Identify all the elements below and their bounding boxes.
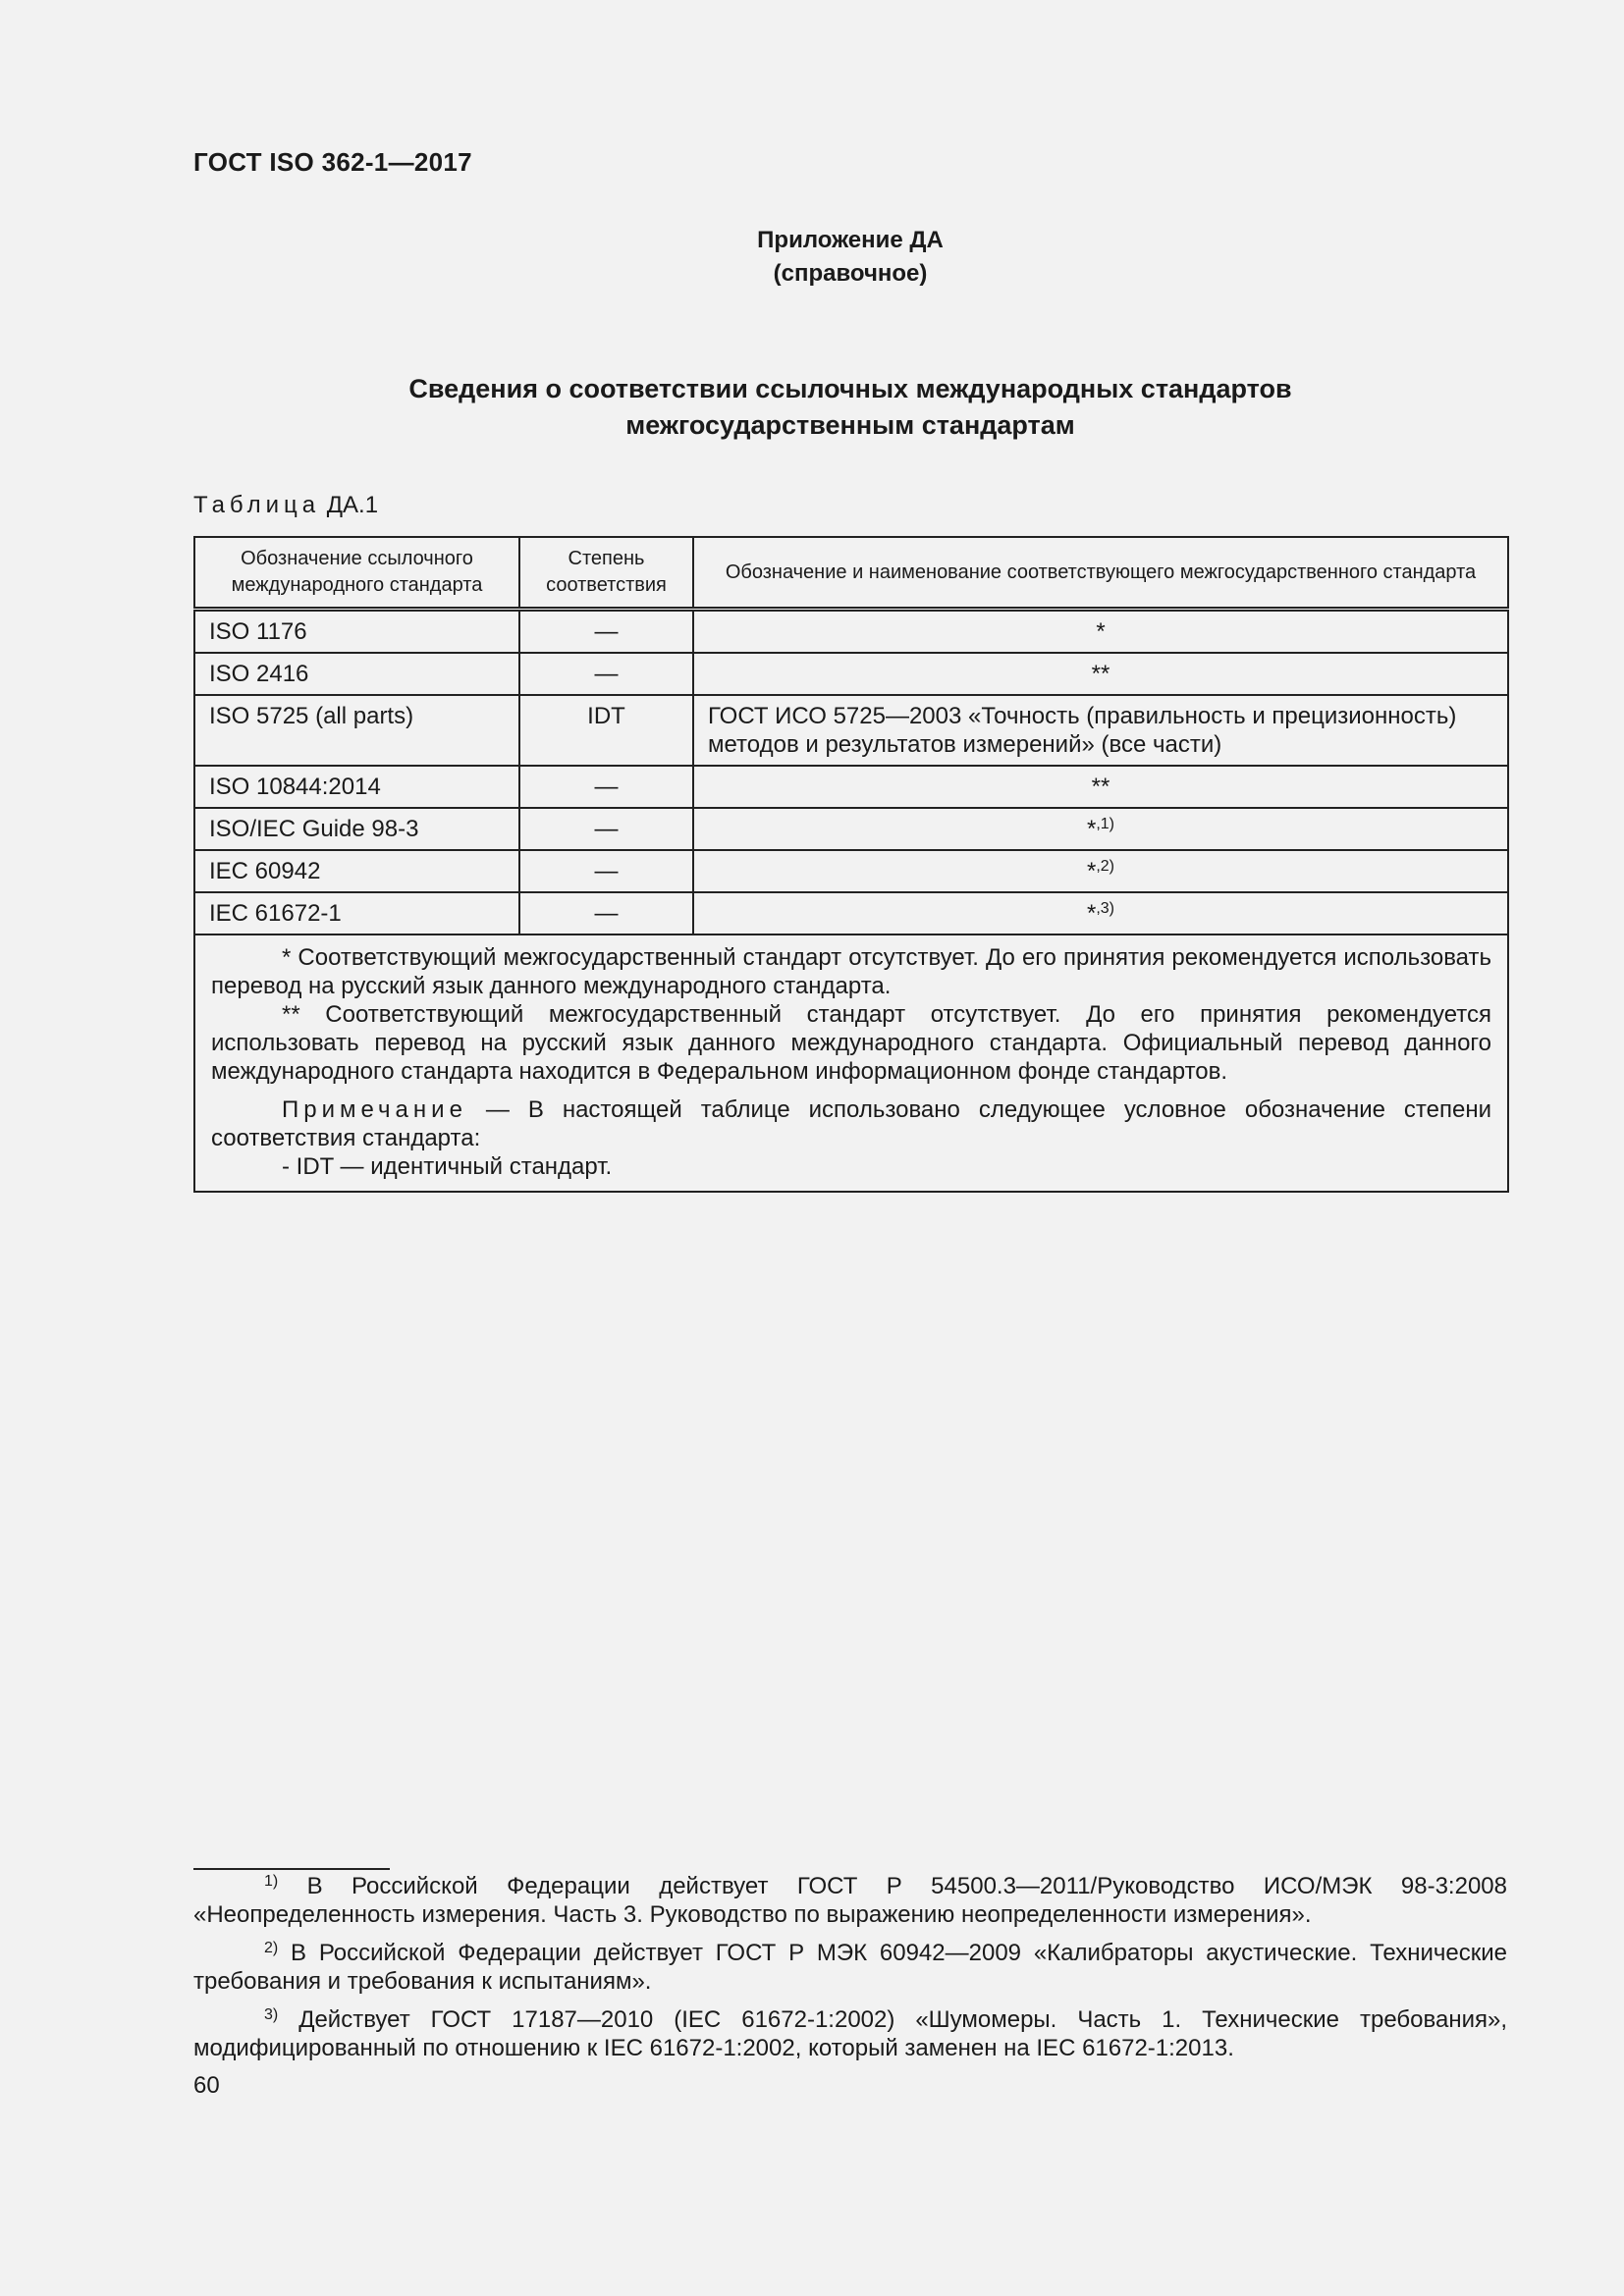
appendix-title: Приложение ДА (757, 227, 944, 253)
note-label: Примечание (282, 1096, 467, 1123)
cell-gost (693, 808, 1508, 850)
note-double-star: ** Соответствующий межгосударственный стандарт отсутствует. До его принятия рекомендуется использовать перевод на русский язык данного международного стандарта. Официальный перевод данного международного стандарта находится в Федеральном информационном фонде стандартов. (211, 1001, 1491, 1085)
cell-gost (693, 653, 1508, 695)
table-row (194, 695, 1508, 766)
section-title (0, 371, 1624, 444)
footnote-separator (193, 1868, 390, 1870)
note-single-star: * Соответствующий межгосударственный стандарт отсутствует. До его принятия рекомендуется использовать перевод на русский язык данного международного стандарта. (211, 944, 1491, 999)
cell-gost-text: * (1096, 618, 1106, 645)
table-header-row (194, 537, 1508, 610)
cell-standard: ISO 10844:2014 (194, 766, 519, 808)
cell-gost-text: ** (1091, 774, 1110, 800)
note-text: — В настоящей таблице использовано следующее условное обозначение степени соответствия стандарта: (211, 1096, 1491, 1151)
page-number: 60 (193, 2072, 220, 2099)
table-row (194, 653, 1508, 695)
footnote-mark: 3) (264, 2006, 279, 2023)
cell-standard: ISO/IEC Guide 98-3 (194, 808, 519, 850)
footnote (193, 1939, 1507, 1996)
header-interstate-standard: Обозначение и наименование соответствующего межгосударственного стандарта (693, 537, 1508, 610)
footnote-text: В Российской Федерации действует ГОСТ Р МЭК 60942—2009 «Калибраторы акустические. Технические требования и требования к испытаниям». (193, 1940, 1507, 1995)
footnote-mark: 1) (264, 1873, 279, 1890)
cell-standard: IEC 61672-1 (194, 892, 519, 934)
table-row (194, 610, 1508, 654)
cell-degree: — (519, 610, 693, 654)
cell-standard: ISO 5725 (all parts) (194, 695, 519, 766)
footnote-text: Действует ГОСТ 17187—2010 (IEC 61672-1:2002) «Шумомеры. Часть 1. Технические требования», модифицированный по отношению к IEC 61672-1:2002, который заменен на IEC 61672-1:2013. (193, 2006, 1507, 2061)
cell-gost-text: ** (1091, 661, 1110, 687)
cell-gost (693, 892, 1508, 934)
cell-standard: IEC 60942 (194, 850, 519, 892)
cell-gost (693, 850, 1508, 892)
footnote-ref: ,2) (1096, 858, 1114, 875)
footnote-ref: ,1) (1096, 816, 1114, 832)
note-paragraph (211, 1095, 1491, 1152)
note-idt-definition: - IDT — идентичный стандарт. (282, 1153, 613, 1180)
table-caption-word: Таблица (193, 492, 321, 518)
table-row (194, 766, 1508, 808)
correspondence-table (193, 536, 1509, 1193)
footnote (193, 2005, 1507, 2062)
section-title-line-1: Сведения о соответствии ссылочных международных стандартов (408, 374, 1292, 403)
footnote-mark: 2) (264, 1940, 279, 1956)
cell-gost (693, 766, 1508, 808)
footnote (193, 1872, 1507, 1929)
appendix-subtitle: (справочное) (773, 260, 928, 287)
header-degree-of-correspondence: Степень соответствия (519, 537, 693, 610)
cell-degree: — (519, 850, 693, 892)
cell-standard: ISO 1176 (194, 610, 519, 654)
table-notes-row (194, 934, 1508, 1192)
table-row (194, 892, 1508, 934)
table-row (194, 808, 1508, 850)
cell-gost-text: ГОСТ ИСО 5725—2003 «Точность (правильность и прецизионность) методов и результатов измерений» (все части) (708, 703, 1457, 758)
document-code: ГОСТ ISO 362-1—2017 (193, 147, 472, 177)
header-international-standard: Обозначение ссылочного международного стандарта (194, 537, 519, 610)
cell-degree: — (519, 766, 693, 808)
table-row (194, 850, 1508, 892)
cell-degree: — (519, 808, 693, 850)
footnote-text: В Российской Федерации действует ГОСТ Р 54500.3—2011/Руководство ИСО/МЭК 98-3:2008 «Неопределенность измерения. Часть 3. Руководство по выражению неопределенности измерения». (193, 1873, 1507, 1928)
cell-degree: IDT (519, 695, 693, 766)
table-notes (194, 934, 1508, 1192)
cell-gost (693, 695, 1508, 766)
cell-gost-text: * (1086, 900, 1097, 927)
cell-degree: — (519, 653, 693, 695)
cell-standard: ISO 2416 (194, 653, 519, 695)
footnotes (193, 1872, 1507, 2072)
cell-degree: — (519, 892, 693, 934)
section-title-line-2: межгосударственным стандартам (625, 410, 1075, 440)
table-caption (193, 492, 378, 519)
appendix-heading (0, 224, 1624, 291)
cell-gost (693, 610, 1508, 654)
footnote-ref: ,3) (1096, 900, 1114, 917)
table-caption-number: ДА.1 (326, 492, 379, 518)
cell-gost-text: * (1086, 858, 1097, 884)
cell-gost-text: * (1086, 816, 1097, 842)
